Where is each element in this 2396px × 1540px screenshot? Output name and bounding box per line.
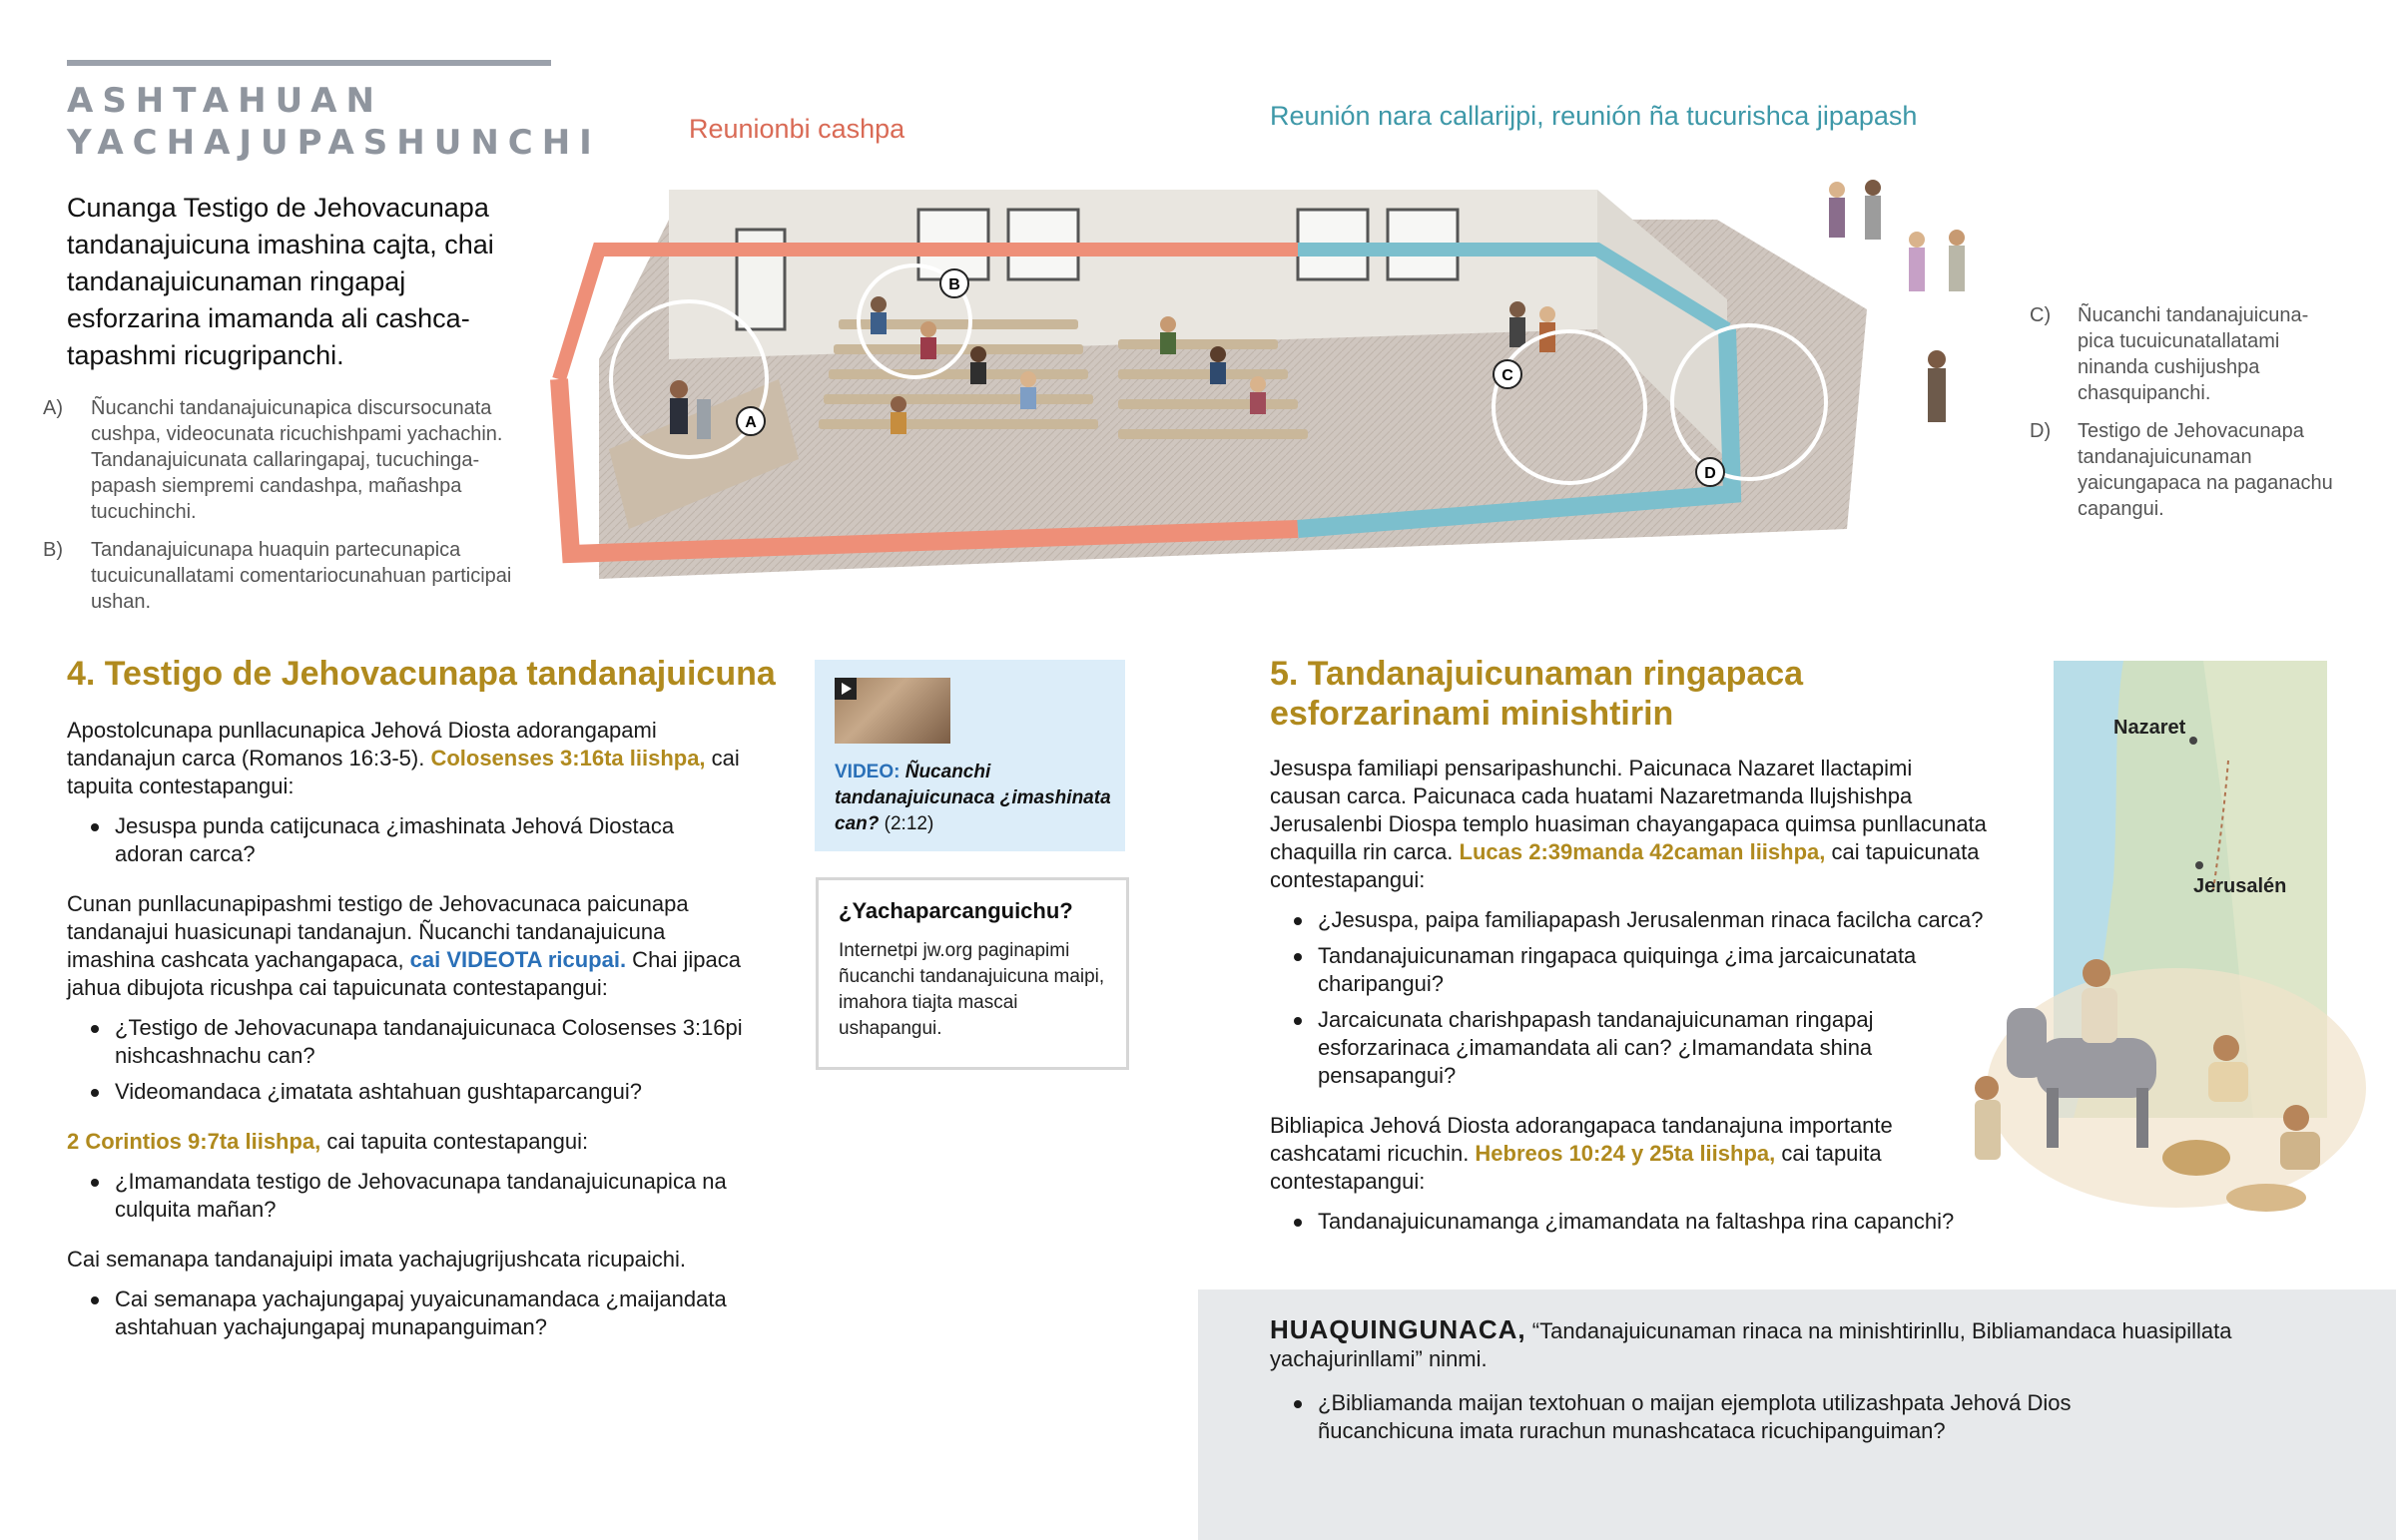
marker-b: B	[948, 276, 960, 293]
section4-body	[67, 717, 746, 1349]
objection-panel	[1198, 1289, 2396, 1540]
video-label: VIDEO:	[835, 762, 900, 782]
caption-a	[43, 395, 526, 525]
video-title: Ñucanchi tandanajuicunaca ¿imashinata can?	[835, 762, 1111, 834]
caption-b-text: Tandanajuicunapa huaquin partecunapica tucuicunallatami comentariocunahuan participai ushan.	[91, 539, 512, 613]
did-you-know-title: ¿Yachaparcanguichu?	[839, 898, 1073, 923]
caption-b	[43, 537, 526, 615]
corintios-reference: 2 Corintios 9:7ta liishpa,	[67, 1129, 321, 1154]
section5-question-1: ¿Jesuspa, paipa familiapapash Jerusalenman rinaca facilcha carca?	[1270, 906, 2029, 934]
objection-text	[1270, 1315, 2328, 1373]
section4-para2-text: Cunan punllacunapipashmi testigo de Jehovacunaca paicunapa tandanajui huasicunapi tandanajun. Ñucanchi tandanajuicuna imashina cashcata yachangapaca,	[67, 891, 689, 972]
section4-questions-1	[67, 812, 746, 868]
caption-d-label: D)	[2030, 420, 2052, 442]
section5-question-3: Jarcaicunata charishpapash tandanajuicunaman ringapaj esforzarinaca ¿imamandata ali can? ¿Imamandata shina pensapangui?	[1270, 1006, 1967, 1090]
video-link[interactable]: cai VIDEOTA ricupai.	[409, 947, 627, 972]
colosenses-reference: Colosenses 3:16ta liishpa,	[430, 746, 706, 770]
nazaret-dot	[2189, 737, 2197, 745]
section-top-rule	[67, 60, 551, 66]
caption-b-label: B)	[43, 539, 63, 561]
objection-questions	[1270, 1389, 2168, 1453]
section5-questions-2	[1270, 1208, 2029, 1236]
section5-para1	[1270, 755, 1989, 894]
section4-para1	[67, 717, 746, 800]
section5-question-4: Tandanajuicunamanga ¿imamandata na faltashpa rina capanchi?	[1270, 1208, 2029, 1236]
section5-body	[1270, 755, 2029, 1244]
section5-para2-tail: cai tapuita contestapangui:	[1270, 1141, 1882, 1194]
section4-para2	[67, 890, 746, 1002]
section-title	[67, 80, 601, 164]
section-title-line1: ASHTAHUAN	[67, 81, 383, 121]
map-label-nazaret: Nazaret	[2113, 717, 2186, 739]
section4-para3-tail: cai tapuita contestapangui:	[320, 1129, 589, 1154]
section4-question-2: ¿Testigo de Jehovacunapa tandanajuicunaca Colosenses 3:16pi nishcashnachu can?	[67, 1014, 746, 1070]
illustration-label-right: Reunión nara callarijpi, reunión ña tucurishca jipapash	[1270, 101, 1918, 131]
section5-questions-1	[1270, 906, 2029, 1090]
section4-para1-text: Apostolcunapa punllacunapica Jehová Diosta adorangapami tandanajun carca (Romanos 16:3-5).	[67, 718, 657, 770]
section5-para1-tail: cai tapuicunata contestapangui:	[1270, 839, 1980, 892]
caption-c	[2030, 302, 2343, 406]
hebreos-reference: Hebreos 10:24 y 25ta liishpa,	[1475, 1141, 1776, 1166]
section5-para2-text: Bibliapica Jehová Diosta adorangapaca tandanajuna importante cashcatami ricuchin.	[1270, 1113, 1893, 1166]
caption-d-text: Testigo de Jehovacunapa tandanajuicunaman yaicungapaca na paganachu capangui.	[2078, 420, 2333, 520]
captions-cd	[2030, 302, 2343, 534]
section4-question-4: ¿Imamandata testigo de Jehovacunapa tandanajuicunapica na culquita mañan?	[67, 1168, 746, 1224]
section4-para3	[67, 1128, 746, 1156]
objection-quote: “Tandanajuicunaman rinaca na minishtirinllu, Bibliamandaca huasipillata yachajurinllami” ninmi.	[1270, 1318, 2232, 1371]
section5-para1-text: Jesuspa familiapi pensaripashunchi. Paicunaca Nazaret llactapimi causan carca. Paicunaca cada huatami Nazaretmanda llujshishpa Jerusalenbi Diospa templo huasiman chayangapaca quimsa punllacunata chaquilla rin carca.	[1270, 756, 1987, 864]
caption-c-label: C)	[2030, 304, 2052, 326]
section4-question-1: Jesuspa punda catijcunaca ¿imashinata Jehová Diostaca adoran carca?	[67, 812, 746, 868]
captions-ab	[43, 395, 526, 615]
section5-question-2: Tandanajuicunaman ringapaca quiquinga ¿ima jarcaicunatata charipangui?	[1270, 942, 1967, 998]
play-icon[interactable]	[835, 678, 857, 700]
section5-heading	[1270, 654, 2029, 734]
illustration-label-left: Reunionbi cashpa	[689, 114, 905, 144]
marker-c: C	[1501, 367, 1513, 384]
intro-text: Cunanga Testigo de Jehovacunapa tandanajuicuna imashina cajta, chai tandanajuicunaman ringapaj esforzarina imamanda ali cashca-tapashmi ricugripanchi.	[67, 193, 494, 370]
caption-c-text: Ñucanchi tandanajuicuna-pica tucuicunatallatami ninanda cushijushpa chasquipanchi.	[2078, 304, 2309, 404]
objection-question: ¿Bibliamanda maijan textohuan o maijan ejemplota utilizashpata Jehová Dios ñucanchicuna imata rurachun munashcataca ricuchipanguiman?	[1270, 1389, 2168, 1445]
objection-lead: HUAQUINGUNACA,	[1270, 1314, 1526, 1344]
travellers-illustration	[1947, 878, 2366, 1297]
jerusalen-dot	[2195, 861, 2203, 869]
section4-question-5: Cai semanapa yachajungapaj yuyaicunamandaca ¿maijandata ashtahuan yachajungapaj munapanguiman?	[67, 1285, 746, 1341]
section-title-line2: YACHAJUPASHUNCHI	[67, 123, 601, 163]
video-description	[835, 760, 1114, 837]
section5-para2	[1270, 1112, 1969, 1196]
marker-a: A	[745, 414, 757, 431]
section4-para2-tail: Chai jipaca jahua dibujota ricushpa cai tapuicunata contestapangui:	[67, 947, 742, 1000]
caption-a-text: Ñucanchi tandanajuicunapica discursocunata cushpa, videocunata ricuchishpami yachachin. Tandanajuicunata callaringapaj, tucuchinga-papash siempremi candashpa, mañashpa tucuchinchi.	[91, 397, 503, 523]
section5-heading-line2: esforzarinami minishtirin	[1270, 695, 1674, 733]
section5-heading-line1: 5. Tandanajuicunaman ringapaca	[1270, 655, 1804, 693]
meeting-hall-illustration	[519, 160, 2027, 599]
section4-questions-3	[67, 1168, 746, 1224]
lucas-reference: Lucas 2:39manda 42caman liishpa,	[1459, 839, 1826, 864]
video-thumbnail[interactable]	[835, 678, 950, 744]
did-you-know-box	[816, 877, 1129, 1070]
section4-questions-4	[67, 1285, 746, 1341]
marker-d: D	[1704, 465, 1716, 482]
section4-question-3: Videomandaca ¿imatata ashtahuan gushtaparcangui?	[67, 1078, 746, 1106]
section4-questions-2	[67, 1014, 746, 1106]
section4-heading: 4. Testigo de Jehovacunapa tandanajuicuna	[67, 655, 776, 693]
video-box[interactable]	[815, 660, 1125, 851]
video-duration: (2:12)	[884, 813, 934, 834]
caption-d	[2030, 418, 2343, 522]
did-you-know-text: Internetpi jw.org paginapimi ñucanchi tandanajuicuna maipi, imahora tiajta mascai ushapangui.	[839, 940, 1105, 1039]
section4-para1-tail: cai tapuita contestapangui:	[67, 746, 740, 798]
section4-para4: Cai semanapa tandanajuipi imata yachajugrijushcata ricupaichi.	[67, 1247, 687, 1272]
map-label-jerusalen: Jerusalén	[2193, 875, 2287, 897]
caption-a-label: A)	[43, 397, 63, 419]
